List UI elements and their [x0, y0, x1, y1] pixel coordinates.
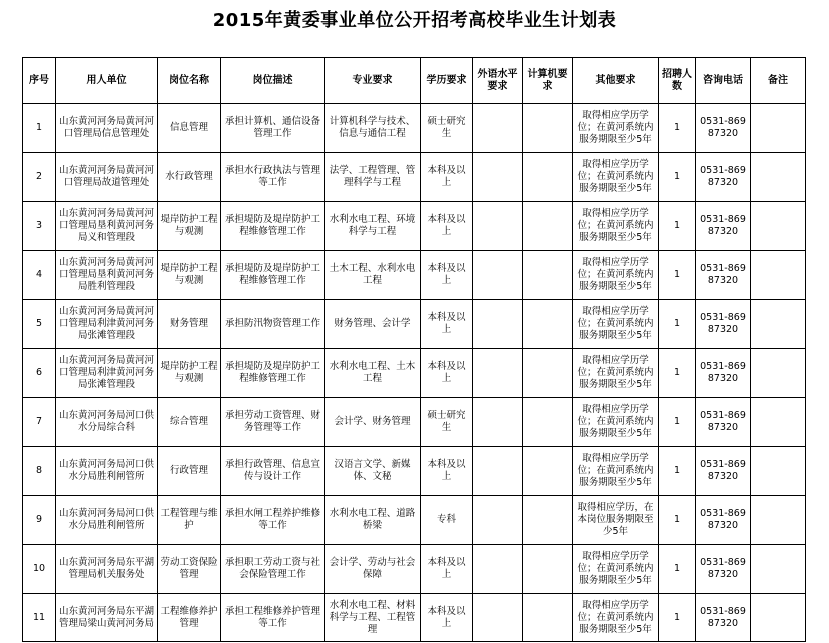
cell-language: [473, 104, 523, 153]
cell-employer: 山东黄河河务局河口供水分局综合科: [56, 398, 158, 447]
cell-employer: 山东黄河河务局河口供水分局胜利闸管所: [56, 447, 158, 496]
table-row: [23, 202, 806, 251]
cell-index: 7: [23, 398, 56, 447]
cell-position: 堤岸防护工程与观测: [158, 202, 221, 251]
cell-description: 承担劳动工资管理、财务管理等工作: [221, 398, 325, 447]
cell-remarks: [751, 594, 806, 642]
cell-remarks: [751, 447, 806, 496]
header-description: 岗位描述: [221, 58, 325, 104]
cell-position: 工程管理与维护: [158, 496, 221, 545]
cell-remarks: [751, 251, 806, 300]
cell-other: 取得相应学历学位；在黄河系统内服务期限至少5年: [573, 349, 659, 398]
cell-other: 取得相应学历学位；在黄河系统内服务期限至少5年: [573, 153, 659, 202]
cell-computer: [523, 545, 573, 594]
cell-index: 2: [23, 153, 56, 202]
cell-position: 综合管理: [158, 398, 221, 447]
cell-count: 1: [659, 251, 696, 300]
cell-computer: [523, 496, 573, 545]
cell-computer: [523, 398, 573, 447]
cell-education: 硕士研究生: [421, 398, 473, 447]
cell-computer: [523, 349, 573, 398]
cell-computer: [523, 202, 573, 251]
cell-phone: 0531-86987320: [696, 447, 751, 496]
cell-count: 1: [659, 594, 696, 642]
cell-education: 本科及以上: [421, 300, 473, 349]
cell-index: 4: [23, 251, 56, 300]
cell-major: 法学、工程管理、管理科学与工程: [325, 153, 421, 202]
cell-index: 11: [23, 594, 56, 642]
cell-employer: 山东黄河河务局东平湖管理局机关服务处: [56, 545, 158, 594]
cell-employer: 山东黄河河务局黄河河口管理局垦利黄河河务局胜利管理段: [56, 251, 158, 300]
cell-education: 本科及以上: [421, 349, 473, 398]
header-education: 学历要求: [421, 58, 473, 104]
cell-count: 1: [659, 153, 696, 202]
cell-phone: 0531-86987320: [696, 349, 751, 398]
cell-phone: 0531-86987320: [696, 545, 751, 594]
page-title: 2015年黄委事业单位公开招考高校毕业生计划表: [212, 10, 617, 31]
cell-index: 3: [23, 202, 56, 251]
cell-description: 承担计算机、通信设备管理工作: [221, 104, 325, 153]
cell-count: 1: [659, 545, 696, 594]
cell-computer: [523, 594, 573, 642]
cell-position: 行政管理: [158, 447, 221, 496]
cell-computer: [523, 300, 573, 349]
cell-employer: 山东黄河河务局河口供水分局胜利闸管所: [56, 496, 158, 545]
cell-other: 取得相应学历学位；在黄河系统内服务期限至少5年: [573, 594, 659, 642]
cell-major: 土木工程、水利水电工程: [325, 251, 421, 300]
table-row: [23, 300, 806, 349]
cell-index: 10: [23, 545, 56, 594]
cell-remarks: [751, 496, 806, 545]
cell-computer: [523, 447, 573, 496]
cell-other: 取得相应学历学位；在黄河系统内服务期限至少5年: [573, 251, 659, 300]
cell-language: [473, 398, 523, 447]
cell-description: 承担行政管理、信息宣传与设计工作: [221, 447, 325, 496]
cell-major: 水利水电工程、环境科学与工程: [325, 202, 421, 251]
cell-remarks: [751, 202, 806, 251]
header-phone: 咨询电话: [696, 58, 751, 104]
cell-major: 计算机科学与技术、信息与通信工程: [325, 104, 421, 153]
cell-phone: 0531-86987320: [696, 202, 751, 251]
cell-remarks: [751, 349, 806, 398]
cell-phone: 0531-86987320: [696, 251, 751, 300]
cell-description: 承担堤防及堤岸防护工程维修管理工作: [221, 251, 325, 300]
cell-index: 1: [23, 104, 56, 153]
header-other: 其他要求: [573, 58, 659, 104]
cell-phone: 0531-86987320: [696, 594, 751, 642]
cell-major: 会计学、劳动与社会保障: [325, 545, 421, 594]
cell-language: [473, 202, 523, 251]
cell-other: 取得相应学历学位；在黄河系统内服务期限至少5年: [573, 104, 659, 153]
table-row: [23, 251, 806, 300]
cell-education: 本科及以上: [421, 447, 473, 496]
cell-computer: [523, 251, 573, 300]
cell-index: 9: [23, 496, 56, 545]
cell-index: 5: [23, 300, 56, 349]
cell-description: 承担防汛物资管理工作: [221, 300, 325, 349]
header-count: 招聘人数: [659, 58, 696, 104]
cell-other: 取得相应学历学位；在黄河系统内服务期限至少5年: [573, 202, 659, 251]
cell-position: 堤岸防护工程与观测: [158, 349, 221, 398]
recruitment-table-wrapper: [22, 57, 806, 642]
cell-count: 1: [659, 104, 696, 153]
table-row: [23, 594, 806, 642]
header-row: [23, 58, 806, 104]
cell-other: 取得相应学历学位；在黄河系统内服务期限至少5年: [573, 545, 659, 594]
cell-employer: 山东黄河河务局黄河河口管理局信息管理处: [56, 104, 158, 153]
cell-language: [473, 545, 523, 594]
cell-employer: 山东黄河河务局黄河河口管理局利津黄河河务局张滩管理段: [56, 349, 158, 398]
table-row: [23, 545, 806, 594]
cell-phone: 0531-86987320: [696, 300, 751, 349]
header-index: 序号: [23, 58, 56, 104]
cell-count: 1: [659, 398, 696, 447]
cell-phone: 0531-86987320: [696, 153, 751, 202]
cell-phone: 0531-86987320: [696, 398, 751, 447]
cell-major: 水利水电工程、道路桥梁: [325, 496, 421, 545]
table-row: [23, 447, 806, 496]
cell-language: [473, 300, 523, 349]
cell-remarks: [751, 300, 806, 349]
cell-count: 1: [659, 447, 696, 496]
cell-major: 水利水电工程、材料科学与工程、工程管理: [325, 594, 421, 642]
cell-phone: 0531-86987320: [696, 104, 751, 153]
cell-remarks: [751, 545, 806, 594]
cell-count: 1: [659, 300, 696, 349]
cell-language: [473, 153, 523, 202]
table-row: [23, 398, 806, 447]
cell-language: [473, 251, 523, 300]
header-language: 外语水平要求: [473, 58, 523, 104]
cell-count: 1: [659, 202, 696, 251]
table-row: [23, 349, 806, 398]
cell-language: [473, 349, 523, 398]
cell-employer: 山东黄河河务局东平湖管理局梁山黄河河务局: [56, 594, 158, 642]
cell-count: 1: [659, 349, 696, 398]
table-row: [23, 496, 806, 545]
cell-employer: 山东黄河河务局黄河河口管理局利津黄河河务局张滩管理段: [56, 300, 158, 349]
cell-position: 堤岸防护工程与观测: [158, 251, 221, 300]
cell-language: [473, 594, 523, 642]
cell-major: 财务管理、会计学: [325, 300, 421, 349]
cell-other: 取得相应学历学位；在黄河系统内服务期限至少5年: [573, 447, 659, 496]
cell-education: 本科及以上: [421, 202, 473, 251]
cell-computer: [523, 153, 573, 202]
cell-education: 专科: [421, 496, 473, 545]
cell-description: 承担堤防及堤岸防护工程维修管理工作: [221, 349, 325, 398]
cell-other: 取得相应学历学位；在黄河系统内服务期限至少5年: [573, 300, 659, 349]
cell-major: 水利水电工程、土木工程: [325, 349, 421, 398]
cell-education: 本科及以上: [421, 251, 473, 300]
cell-phone: 0531-86987320: [696, 496, 751, 545]
header-major: 专业要求: [325, 58, 421, 104]
cell-remarks: [751, 153, 806, 202]
table-row: [23, 153, 806, 202]
cell-position: 劳动工资保险管理: [158, 545, 221, 594]
cell-employer: 山东黄河河务局黄河河口管理局故道管理处: [56, 153, 158, 202]
header-remarks: 备注: [751, 58, 806, 104]
cell-position: 工程维修养护管理: [158, 594, 221, 642]
cell-other: 取得相应学历，在本岗位服务期限至少5年: [573, 496, 659, 545]
recruitment-table: [22, 57, 806, 642]
cell-count: 1: [659, 496, 696, 545]
header-computer: 计算机要求: [523, 58, 573, 104]
header-employer: 用人单位: [56, 58, 158, 104]
cell-position: 信息管理: [158, 104, 221, 153]
cell-major: 会计学、财务管理: [325, 398, 421, 447]
cell-other: 取得相应学历学位；在黄河系统内服务期限至少5年: [573, 398, 659, 447]
cell-description: 承担水行政执法与管理等工作: [221, 153, 325, 202]
cell-major: 汉语言文学、新媒体、文秘: [325, 447, 421, 496]
cell-remarks: [751, 398, 806, 447]
cell-position: 财务管理: [158, 300, 221, 349]
cell-description: 承担水闸工程养护维修等工作: [221, 496, 325, 545]
cell-remarks: [751, 104, 806, 153]
cell-description: 承担工程维修养护管理等工作: [221, 594, 325, 642]
cell-description: 承担堤防及堤岸防护工程维修管理工作: [221, 202, 325, 251]
cell-index: 8: [23, 447, 56, 496]
cell-education: 本科及以上: [421, 545, 473, 594]
cell-index: 6: [23, 349, 56, 398]
cell-education: 本科及以上: [421, 594, 473, 642]
cell-position: 水行政管理: [158, 153, 221, 202]
cell-education: 本科及以上: [421, 153, 473, 202]
cell-language: [473, 447, 523, 496]
cell-employer: 山东黄河河务局黄河河口管理局垦利黄河河务局义和管理段: [56, 202, 158, 251]
table-row: [23, 104, 806, 153]
cell-computer: [523, 104, 573, 153]
header-position: 岗位名称: [158, 58, 221, 104]
cell-education: 硕士研究生: [421, 104, 473, 153]
cell-language: [473, 496, 523, 545]
cell-description: 承担职工劳动工资与社会保险管理工作: [221, 545, 325, 594]
